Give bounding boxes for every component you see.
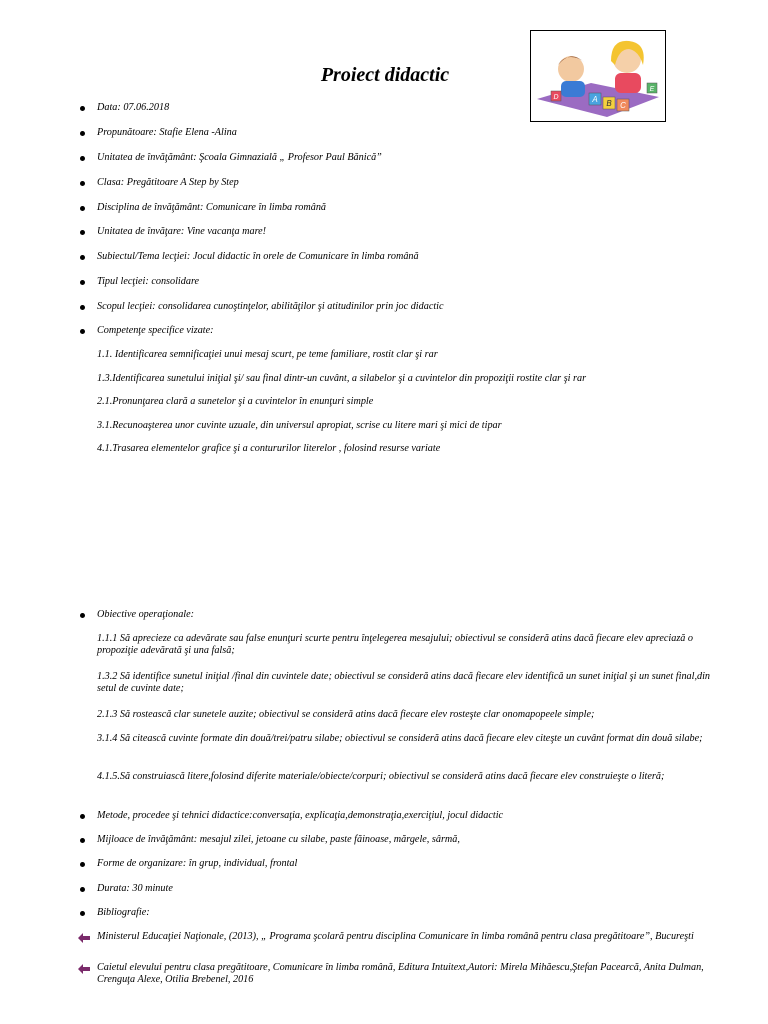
bullet-icon xyxy=(80,230,85,235)
bullet-icon xyxy=(80,156,85,161)
children-blocks-icon xyxy=(530,30,666,122)
bullet-icon xyxy=(80,911,85,916)
field-discipline: Disciplina de învăţământ: Comunicare în limba română xyxy=(97,202,327,213)
objective-item: 4.1.5.Să construiască litere,folosind diferite materiale/obiecte/corpuri; obiectivul se consideră atins dacă fiecare elev construieşte o literă; xyxy=(97,771,665,782)
field-competencies: Competenţe specifice vizate: xyxy=(97,325,214,336)
bullet-icon xyxy=(80,613,85,618)
field-bibliography: Bibliografie: xyxy=(97,907,150,918)
svg-text:C: C xyxy=(620,101,626,110)
field-materials: Mijloace de învăţământ: mesajul zilei, jetoane cu silabe, paste făinoase, mărgele, sârmă, xyxy=(97,834,460,845)
bullet-icon xyxy=(80,305,85,310)
field-school: Unitatea de învăţământ: Şcoala Gimnazială „ Profesor Paul Bănică” xyxy=(97,152,382,163)
field-date: Data: 07.06.2018 xyxy=(97,102,170,113)
arrow-bullet-icon xyxy=(78,964,90,974)
bullet-icon xyxy=(80,814,85,819)
bullet-icon xyxy=(80,206,85,211)
field-unit: Unitatea de învăţare: Vine vacanţa mare! xyxy=(97,226,267,237)
competency-item: 4.1.Trasarea elementelor grafice şi a contururilor literelor , folosind resurse variate xyxy=(97,443,441,454)
bibliography-item: Ministerul Educaţiei Naţionale, (2013), „ Programa şcolară pentru disciplina Comunicare în limba română pentru clasa pregătitoare”, Bucureşti xyxy=(97,931,694,942)
bullet-icon xyxy=(80,255,85,260)
competency-item: 2.1.Pronunţarea clară a sunetelor şi a cuvintelor în enunţuri simple xyxy=(97,396,374,407)
svg-text:B: B xyxy=(606,99,612,108)
field-lesson-type: Tipul lecţiei: consolidare xyxy=(97,276,200,287)
field-lesson-goal: Scopul lecţiei: consolidarea cunoştinţelor, abilităţilor şi atitudinilor prin joc didactic xyxy=(97,301,444,312)
bibliography-item: Caietul elevului pentru clasa pregătitoare, Comunicare în limba română, Editura Intuitext,Autori: Mirela Mihăescu,Ştefan Pacearcă, Anita Dulman, Crenguţa Alexe, Otilia Brebenel, 2016 xyxy=(97,962,704,985)
objective-item: 1.1.1 Să aprecieze ca adevărate sau false enunţuri scurte pentru înţelegerea mesajului; obiectivul se consideră atins dacă fiecare elev apreciază o propoziţie adevărată şi una falsă; xyxy=(97,633,694,656)
bullet-icon xyxy=(80,329,85,334)
field-methods: Metode, procedee şi tehnici didactice:conversaţia, explicaţia,demonstraţia,exerciţiul, jocul didactic xyxy=(97,810,504,821)
bullet-icon xyxy=(80,862,85,867)
field-subject: Subiectul/Tema lecţiei: Jocul didactic în orele de Comunicare în limba română xyxy=(97,251,419,262)
field-duration: Durata: 30 minute xyxy=(97,883,173,894)
objective-item: 1.3.2 Să identifice sunetul iniţial /final din cuvintele date; obiectivul se consideră atins dacă fiecare elev identifică un sunet iniţial şi un sunet final,din setul de cuvinte date; xyxy=(97,671,711,694)
svg-text:E: E xyxy=(649,86,655,93)
field-teacher: Propunătoare: Stafie Elena -Alina xyxy=(97,127,237,138)
objective-item: 2.1.3 Să rostească clar sunetele auzite; obiectivul se consideră atins dacă fiecare elev rosteşte clar onomapopeele simple; xyxy=(97,709,595,720)
svg-text:D: D xyxy=(553,94,559,101)
objectives-heading: Obiective operaţionale: xyxy=(97,609,195,620)
bullet-icon xyxy=(80,280,85,285)
arrow-bullet-icon xyxy=(78,933,90,943)
svg-text:A: A xyxy=(592,95,598,104)
bullet-icon xyxy=(80,181,85,186)
competency-item: 1.3.Identificarea sunetului iniţial şi/ sau final dintr-un cuvânt, a silabelor şi a cuvintelor din propoziţii rostite clar şi rar xyxy=(97,373,587,384)
field-class: Clasa: Pregătitoare A Step by Step xyxy=(97,177,239,188)
page-title: Proiect didactic xyxy=(320,64,450,86)
bullet-icon xyxy=(80,106,85,111)
bullet-icon xyxy=(80,887,85,892)
bullet-icon xyxy=(80,838,85,843)
objective-item: 3.1.4 Să citească cuvinte formate din două/trei/patru silabe; obiectivul se consideră atins dacă fiecare elev citeşte un cuvânt format din două silabe; xyxy=(97,733,703,744)
field-organization: Forme de organizare: în grup, individual, frontal xyxy=(97,858,298,869)
bullet-icon xyxy=(80,131,85,136)
competency-item: 1.1. Identificarea semnificaţiei unui mesaj scurt, pe teme familiare, rostit clar şi rar xyxy=(97,349,438,360)
competency-item: 3.1.Recunoaşterea unor cuvinte uzuale, din universul apropiat, scrise cu litere mari şi mici de tipar xyxy=(97,420,502,431)
